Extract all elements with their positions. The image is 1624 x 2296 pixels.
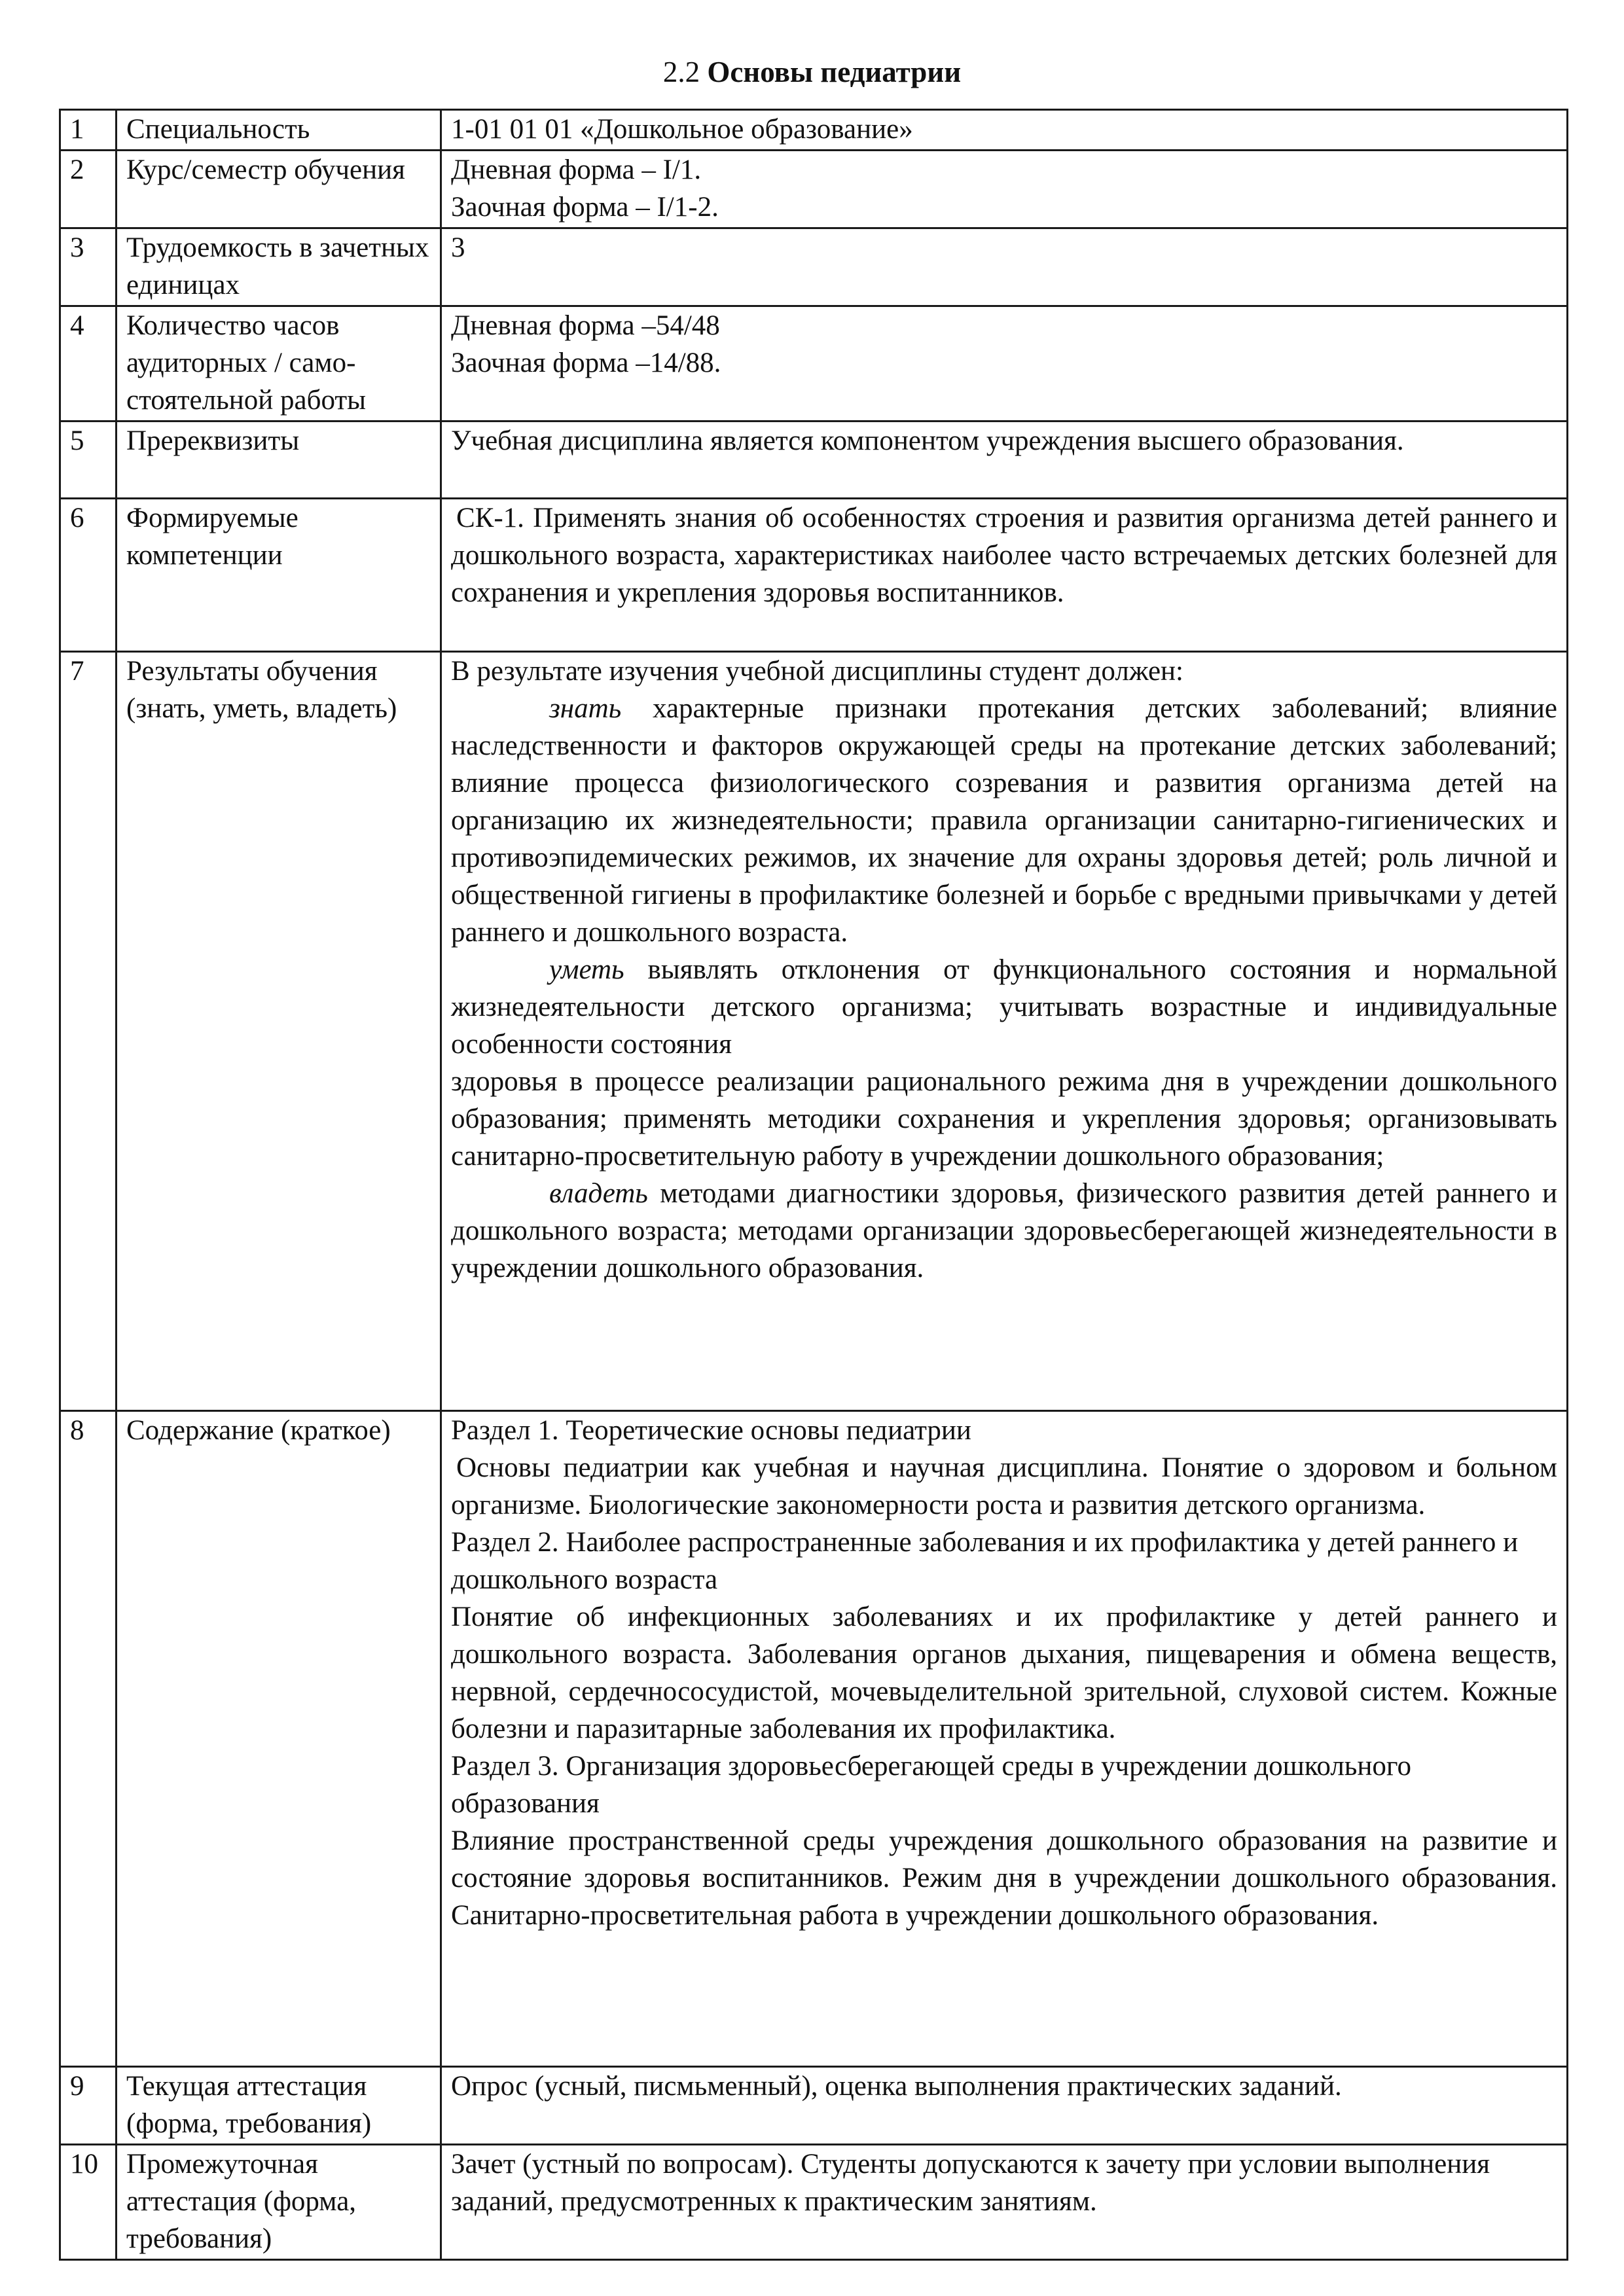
table-row <box>60 110 1568 151</box>
row-value <box>441 306 1568 422</box>
outcome-can <box>451 951 1557 1063</box>
table-row <box>60 499 1568 652</box>
know-keyword: знать <box>549 693 622 724</box>
row-label: Формируемые компетенции <box>117 499 441 652</box>
table-row <box>60 652 1568 1411</box>
row-value <box>441 110 1568 151</box>
row-value <box>441 422 1568 499</box>
row-label: Специальность <box>117 110 441 151</box>
row-number: 3 <box>60 228 117 306</box>
row-number: 8 <box>60 1411 117 2067</box>
table-row <box>60 151 1568 228</box>
row-label: Содержание (краткое) <box>117 1411 441 2067</box>
value-line: Заочная форма – I/1-2. <box>451 192 719 223</box>
outcome-can-continued: здоровья в процессе реализации рационального режима дня в учреждении дошкольного образования; применять методики сохранения и укрепления здоровья; организовывать санитарно-просветительную работу в учреждении дошкольного образования; <box>451 1066 1557 1172</box>
value-line: Дневная форма –54/48 <box>451 310 720 341</box>
section-name: Основы педиатрии <box>707 56 962 88</box>
outcomes-intro: В результате изучения учебной дисциплины студент должен: <box>451 656 1184 687</box>
section-heading: Раздел 1. Теоретические основы педиатрии <box>451 1415 971 1446</box>
value-line: 1-01 01 01 «Дошкольное образование» <box>451 114 913 145</box>
section-text: Влияние пространственной среды учреждения дошкольного образования на развитие и состояние здоровья воспитанников. Режим дня в учреждении дошкольного образования. Санитарно-просветительная работа в учреждении дошкольного образования. <box>451 1825 1557 1931</box>
outcome-know <box>451 690 1557 951</box>
row-number: 7 <box>60 652 117 1411</box>
can-text: выявлять отклонения от функционального состояния и нормальной жизнедеятельности детского организма; учитывать возрастные и индивидуальные особенности состояния <box>451 954 1557 1060</box>
row-label: Пререквизиты <box>117 422 441 499</box>
outcome-own <box>451 1175 1557 1287</box>
row-number: 5 <box>60 422 117 499</box>
section-text: Понятие об инфекционных заболеваниях и их профилактике у детей раннего и дошкольного возраста. Заболевания органов дыхания, пищеварения и обмена веществ, нервной, сердечнососудистой, мочевыделительной зрительной, слуховой систем. Кожные болезни и паразитарные заболевания их профилактика. <box>451 1602 1557 1744</box>
row-number: 2 <box>60 151 117 228</box>
can-keyword: уметь <box>549 954 624 985</box>
row-number: 10 <box>60 2145 117 2260</box>
table-row <box>60 1411 1568 2067</box>
table-row <box>60 228 1568 306</box>
row-value <box>441 151 1568 228</box>
row-value <box>441 499 1568 652</box>
row-number: 6 <box>60 499 117 652</box>
value-line: Зачет (устный по вопросам). Студенты допускаются к зачету при условии выполнения заданий, предусмотренных к практическим занятиям. <box>451 2149 1490 2217</box>
page-title <box>0 54 1624 90</box>
value-line: 3 <box>451 232 465 263</box>
own-keyword: владеть <box>549 1178 648 1209</box>
course-spec-table <box>59 109 1568 2261</box>
competence-text: СК-1. Применять знания об особенностях строения и развития организма детей раннего и дошкольного возраста, характеристиках наиболее часто встречаемых детских болезней для сохранения и укрепления здоровья воспитанников. <box>451 503 1557 608</box>
section-heading: Раздел 3. Организация здоровьесберегающей среды в учреждении дошкольного образования <box>451 1751 1411 1819</box>
own-text: методами диагностики здоровья, физического развития детей раннего и дошкольного возраста; методами организации здоровьесберегающей жизнедеятельности в учреждении дошкольного образования. <box>451 1178 1557 1283</box>
value-line: Учебная дисциплина является компонентом учреждения высшего образования. <box>451 425 1404 456</box>
section-text: Основы педиатрии как учебная и научная дисциплина. Понятие о здоровом и больном организме. Биологические закономерности роста и развития детского организма. <box>451 1452 1557 1520</box>
row-label: Количество часов аудиторных / само-стоятельной работы <box>117 306 441 422</box>
value-line: Дневная форма – I/1. <box>451 154 702 185</box>
row-label: Трудоемкость в зачетных единицах <box>117 228 441 306</box>
row-number: 1 <box>60 110 117 151</box>
row-label: Текущая аттестация (форма, требования) <box>117 2067 441 2145</box>
value-line: Опрос (усный, писмьменный), оценка выполнения практических заданий. <box>451 2071 1342 2102</box>
row-label: Курс/семестр обучения <box>117 151 441 228</box>
row-number: 9 <box>60 2067 117 2145</box>
row-value <box>441 2067 1568 2145</box>
table-row <box>60 2145 1568 2260</box>
row-label: Промежуточная аттестация (форма, требования) <box>117 2145 441 2260</box>
value-line: Заочная форма –14/88. <box>451 348 721 378</box>
row-value <box>441 1411 1568 2067</box>
row-value <box>441 2145 1568 2260</box>
table-row <box>60 306 1568 422</box>
section-heading: Раздел 2. Наиболее распространенные заболевания и их профилактика у детей раннего и дошкольного возраста <box>451 1527 1519 1595</box>
table-row <box>60 2067 1568 2145</box>
row-label: Результаты обучения (знать, уметь, владеть) <box>117 652 441 1411</box>
table-row <box>60 422 1568 499</box>
row-value <box>441 652 1568 1411</box>
section-number: 2.2 <box>662 56 700 88</box>
row-value <box>441 228 1568 306</box>
row-number: 4 <box>60 306 117 422</box>
know-text: характерные признаки протекания детских заболеваний; влияние наследственности и факторов окружающей среды на протекание детских заболеваний; влияние процесса физиологического созревания и развития организма детей на организацию их жизнедеятельности; правила организации санитарно-гигиенических и противоэпидемических режимов, их значение для охраны здоровья детей; роль личной и общественной гигиены в профилактике болезней и борьбе с вредными привычками у детей раннего и дошкольного возраста. <box>451 693 1557 948</box>
